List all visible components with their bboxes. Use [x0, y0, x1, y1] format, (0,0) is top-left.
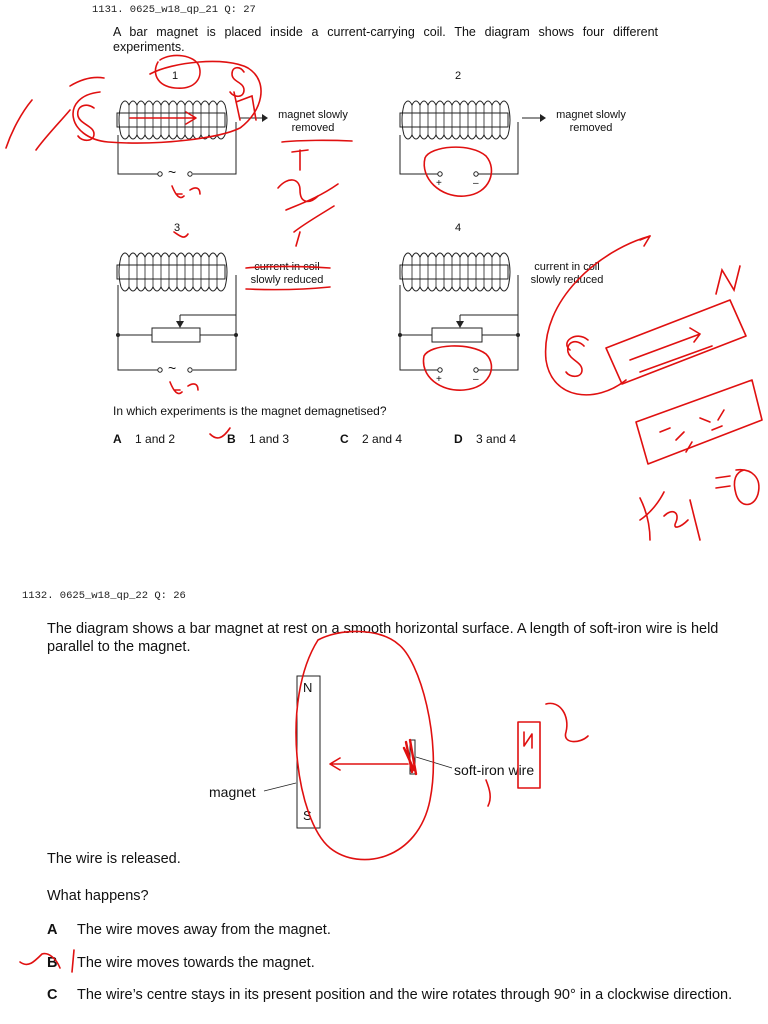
pole-s: S — [303, 808, 312, 823]
option-text: The wire moves away from the magnet. — [77, 922, 331, 938]
option-letter: A — [47, 922, 58, 938]
option-letter: C — [340, 432, 349, 446]
experiment-1-number: 1 — [172, 70, 179, 82]
q2-header: 1132. 0625_w18_qp_22 Q: 26 — [22, 590, 186, 602]
q2-released: The wire is released. — [47, 851, 181, 867]
dc-minus-2: – — [473, 178, 479, 189]
option-letter: B — [47, 955, 58, 971]
label-magnet-removed-1: magnet slowly removed — [278, 109, 348, 134]
experiment-4-number: 4 — [455, 222, 462, 234]
q1-stem: A bar magnet is placed inside a current-carrying coil. The diagram shows four different experiments. — [113, 25, 658, 54]
option-letter: C — [47, 987, 58, 1003]
ac-symbol-1: ~ — [168, 164, 177, 180]
label-magnet-removed-2: magnet slowly removed — [556, 109, 626, 134]
label-current-reduced-3: current in coil slowly reduced — [250, 261, 324, 286]
pole-n: N — [303, 680, 313, 695]
option-letter: A — [113, 432, 122, 446]
magnet-label: magnet — [209, 784, 256, 800]
option-text: 1 and 2 — [135, 432, 176, 446]
option-text: The wire’s centre stays in its present position and the wire rotates through 90° in a clockwise direction. — [77, 987, 733, 1003]
option-text: 2 and 4 — [362, 432, 403, 446]
option-text: 3 and 4 — [476, 432, 517, 446]
dc-plus-2: + — [436, 178, 442, 189]
option-letter: B — [227, 432, 236, 446]
wire-label: soft-iron wire — [454, 762, 535, 778]
experiment-2-number: 2 — [455, 70, 462, 82]
q1-question: In which experiments is the magnet demagnetised? — [113, 404, 387, 418]
dc-minus-4: – — [473, 374, 479, 385]
q2-stem: The diagram shows a bar magnet at rest on a smooth horizontal surface. A length of soft-iron wire is held parallel to the magnet. — [47, 621, 719, 655]
option-text: The wire moves towards the magnet. — [77, 955, 315, 971]
q1-header: 1131. 0625_w18_qp_21 Q: 27 — [92, 4, 256, 16]
dc-plus-4: + — [436, 374, 442, 385]
experiment-3-number: 3 — [174, 222, 181, 234]
label-current-reduced-4: current in coil slowly reduced — [530, 261, 604, 286]
option-text: 1 and 3 — [249, 432, 290, 446]
ac-symbol-3: ~ — [168, 360, 177, 376]
option-letter: D — [454, 432, 463, 446]
q2-question: What happens? — [47, 888, 149, 904]
